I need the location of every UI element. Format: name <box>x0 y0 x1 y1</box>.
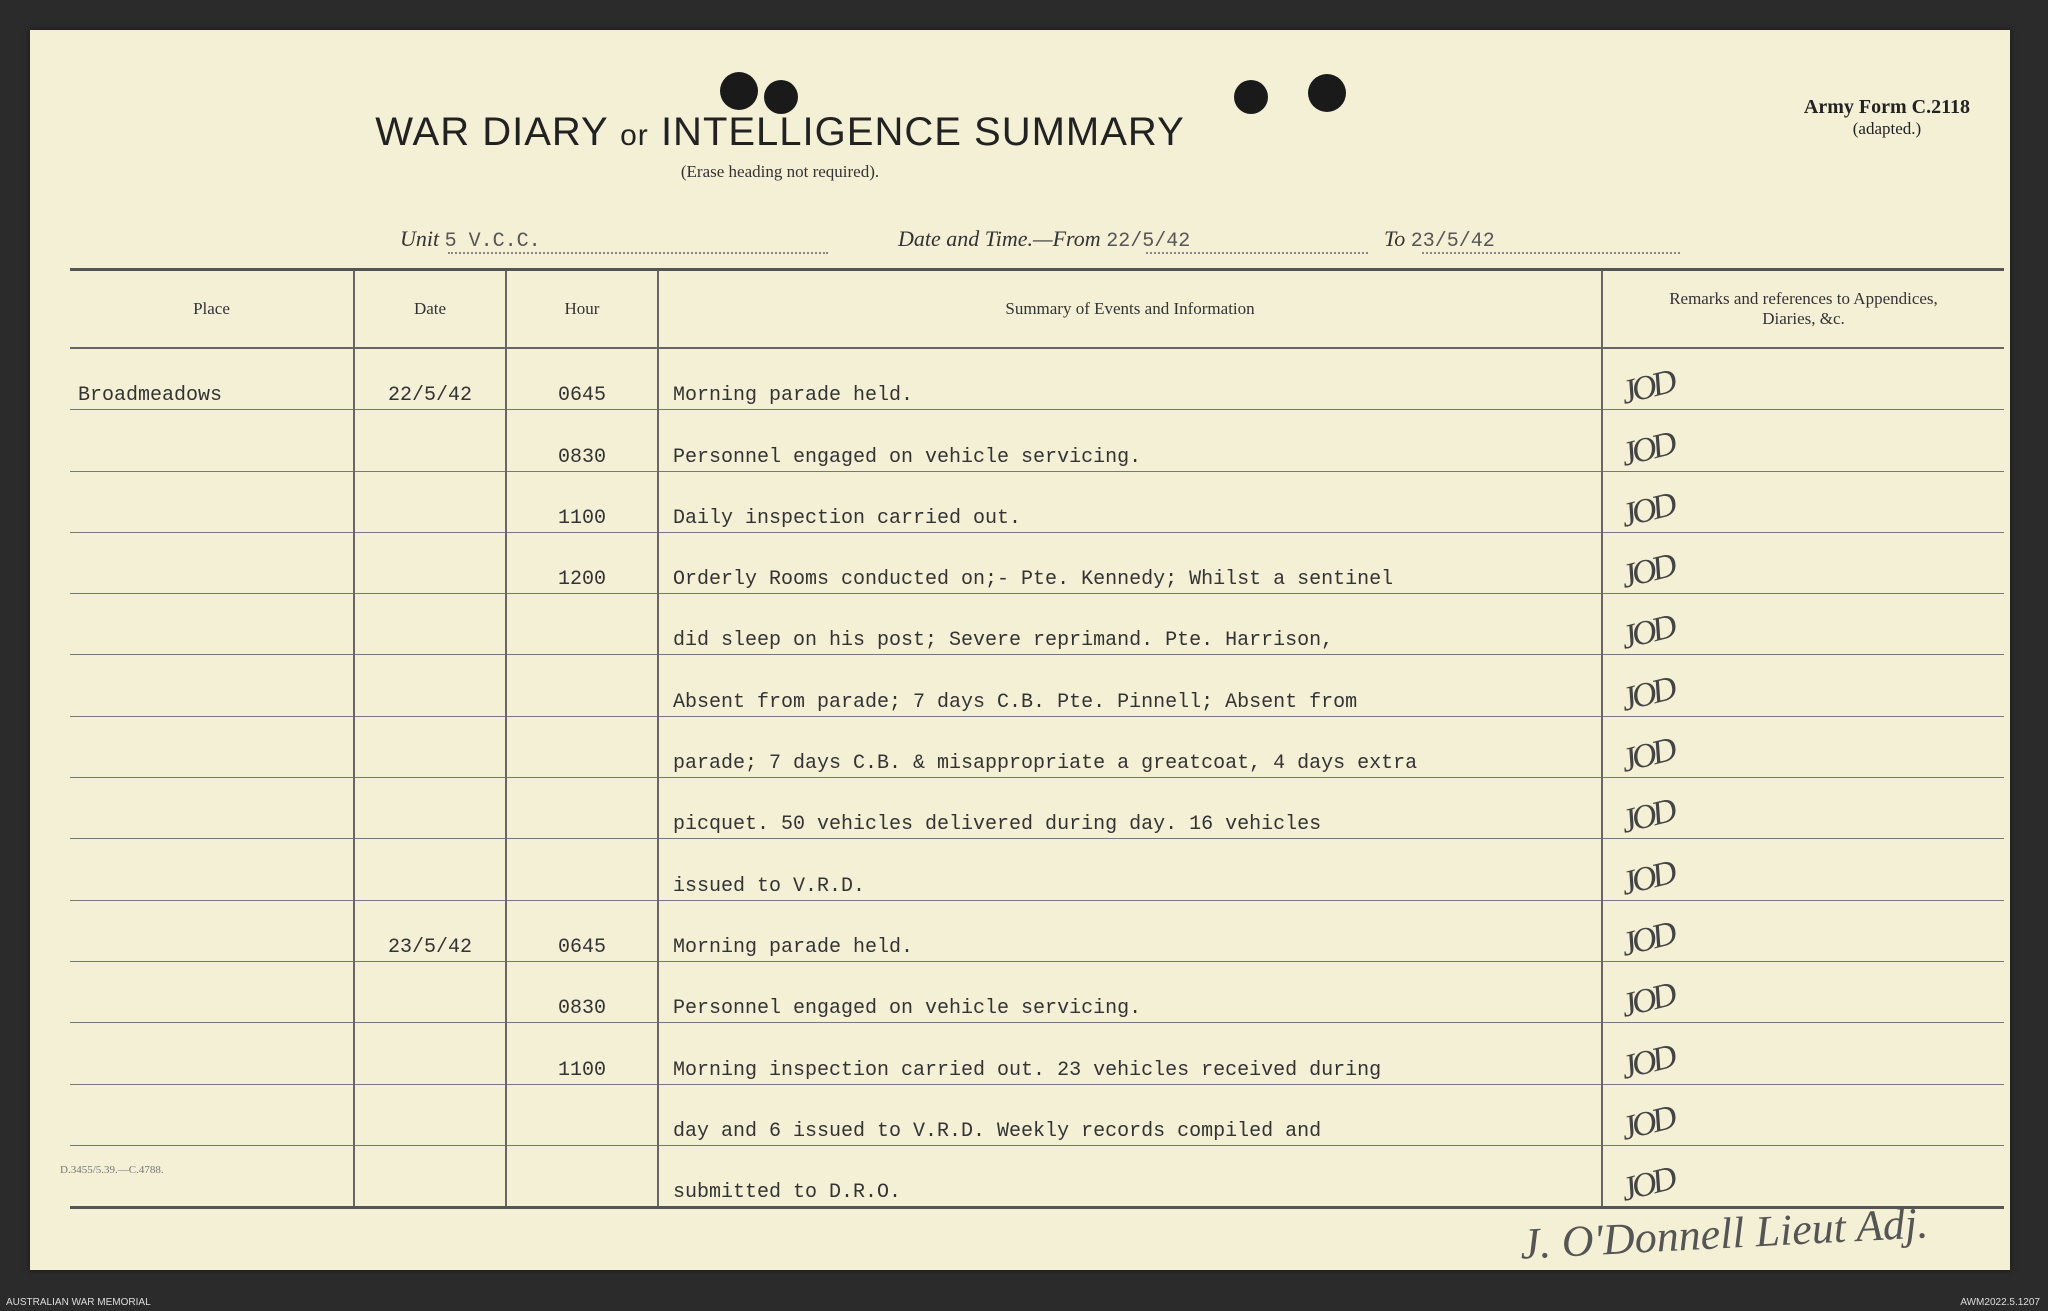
title-or: or <box>620 119 649 152</box>
handwritten-initials: JOD <box>1617 731 1677 780</box>
place-cell: Broadmeadows <box>70 348 354 410</box>
punch-hole <box>1234 80 1268 114</box>
date-cell <box>354 471 506 532</box>
handwritten-initials: JOD <box>1617 424 1677 474</box>
place-cell <box>70 655 354 716</box>
army-form-note: (adapted.) <box>1852 119 1922 138</box>
army-form-number: Army Form C.2118 <box>1803 96 1970 118</box>
date-time-field <box>898 226 1190 253</box>
header-summary: Summary of Events and Information <box>658 270 1602 349</box>
table-row <box>70 1145 2004 1207</box>
table-body <box>70 348 2004 1208</box>
place-cell <box>70 410 354 471</box>
hour-cell <box>506 778 658 839</box>
date-cell <box>354 1023 506 1084</box>
date-cell <box>354 716 506 777</box>
table-row <box>70 410 2004 471</box>
summary-cell: Morning parade held. <box>658 348 1602 410</box>
date-cell <box>354 410 506 471</box>
remarks-cell <box>1602 655 2004 719</box>
hour-cell: 1100 <box>506 1023 658 1084</box>
handwritten-initials: JOD <box>1617 1037 1677 1087</box>
handwritten-initials: JOD <box>1617 608 1677 658</box>
header-date: Date <box>354 270 506 349</box>
archive-name: AUSTRALIAN WAR MEMORIAL <box>6 1297 151 1308</box>
summary-cell: issued to V.R.D. <box>658 839 1602 900</box>
from-value: 22/5/42 <box>1106 230 1191 253</box>
table-header-row <box>70 270 2004 349</box>
handwritten-initials: JOD <box>1617 792 1677 842</box>
remarks-cell <box>1602 532 2004 596</box>
date-cell: 22/5/42 <box>354 348 506 410</box>
place-cell <box>70 839 354 900</box>
place-cell <box>70 471 354 532</box>
hour-cell: 1200 <box>506 532 658 593</box>
signature: J. O'Donnell Lieut Adj. <box>1518 1198 1930 1269</box>
hour-cell <box>506 839 658 900</box>
date-cell <box>354 1084 506 1145</box>
table-row <box>70 961 2004 1022</box>
remarks-cell <box>1602 1145 2004 1207</box>
handwritten-initials: JOD <box>1617 976 1677 1026</box>
header-remarks: Remarks and references to Appendices, Diaries, &c. <box>1602 270 2004 349</box>
diary-table <box>70 268 2004 1209</box>
place-cell <box>70 716 354 777</box>
hour-cell: 1100 <box>506 471 658 532</box>
handwritten-initials: JOD <box>1617 670 1677 719</box>
date-cell <box>354 655 506 716</box>
hour-cell <box>506 1145 658 1207</box>
summary-cell: submitted to D.R.O. <box>658 1145 1602 1207</box>
punch-hole <box>720 72 758 110</box>
title-main: WAR DIARY <box>375 110 608 154</box>
table-row <box>70 839 2004 900</box>
table-row <box>70 348 2004 410</box>
date-cell <box>354 839 506 900</box>
handwritten-initials: JOD <box>1617 547 1677 596</box>
place-cell <box>70 532 354 593</box>
remarks-cell <box>1602 961 2004 1026</box>
unit-value: 5 V.C.C. <box>444 230 541 253</box>
hour-cell: 0645 <box>506 900 658 961</box>
date-cell: 23/5/42 <box>354 900 506 961</box>
remarks-cell <box>1602 594 2004 658</box>
diary-page <box>30 30 2010 1270</box>
archive-reference: AWM2022.5.1207 <box>1960 1297 2040 1308</box>
remarks-cell <box>1602 348 2004 413</box>
summary-cell: Personnel engaged on vehicle servicing. <box>658 961 1602 1022</box>
remarks-cell <box>1602 716 2004 780</box>
handwritten-initials: JOD <box>1617 1160 1677 1209</box>
hour-cell: 0645 <box>506 348 658 410</box>
table-row <box>70 716 2004 777</box>
table-row <box>70 532 2004 593</box>
table-row <box>70 1084 2004 1145</box>
hour-cell <box>506 1084 658 1145</box>
to-value: 23/5/42 <box>1410 230 1495 253</box>
summary-cell: picquet. 50 vehicles delivered during day. 16 vehicles <box>658 778 1602 839</box>
date-cell <box>354 778 506 839</box>
summary-cell: Orderly Rooms conducted on;- Pte. Kennedy; Whilst a sentinel <box>658 532 1602 593</box>
summary-cell: Morning parade held. <box>658 900 1602 961</box>
summary-cell: Daily inspection carried out. <box>658 471 1602 532</box>
remarks-cell <box>1602 900 2004 964</box>
remarks-cell <box>1602 471 2004 535</box>
handwritten-initials: JOD <box>1617 1099 1677 1148</box>
handwritten-initials: JOD <box>1617 363 1677 413</box>
punch-hole <box>764 80 798 114</box>
summary-cell: Personnel engaged on vehicle servicing. <box>658 410 1602 471</box>
place-cell <box>70 1084 354 1145</box>
handwritten-initials: JOD <box>1617 853 1677 903</box>
place-cell <box>70 900 354 961</box>
punch-hole <box>1308 74 1346 112</box>
hour-cell <box>506 594 658 655</box>
place-cell <box>70 961 354 1022</box>
to-label: To <box>1384 226 1406 251</box>
place-cell <box>70 1023 354 1084</box>
remarks-cell <box>1602 839 2004 903</box>
header-hour: Hour <box>506 270 658 349</box>
hour-cell <box>506 716 658 777</box>
unit-label: Unit <box>400 226 440 251</box>
hour-cell: 0830 <box>506 961 658 1022</box>
date-cell <box>354 961 506 1022</box>
form-print-code: D.3455/5.39.—C.4788. <box>60 1164 164 1176</box>
table-row <box>70 594 2004 655</box>
date-cell <box>354 594 506 655</box>
table-row <box>70 471 2004 532</box>
hour-cell: 0830 <box>506 410 658 471</box>
hour-cell <box>506 655 658 716</box>
table-row <box>70 778 2004 839</box>
summary-cell: Morning inspection carried out. 23 vehicles received during <box>658 1023 1602 1084</box>
document-title <box>30 110 1530 155</box>
summary-cell: parade; 7 days C.B. & misappropriate a greatcoat, 4 days extra <box>658 716 1602 777</box>
remarks-cell <box>1602 1084 2004 1148</box>
remarks-cell <box>1602 410 2004 474</box>
summary-cell: Absent from parade; 7 days C.B. Pte. Pinnell; Absent from <box>658 655 1602 716</box>
place-cell <box>70 1145 354 1207</box>
handwritten-initials: JOD <box>1617 915 1677 964</box>
archive-strip <box>0 1296 2048 1311</box>
title-second: INTELLIGENCE SUMMARY <box>660 110 1185 154</box>
date-time-label: Date and Time.—From <box>898 226 1101 251</box>
summary-cell: day and 6 issued to V.R.D. Weekly records compiled and <box>658 1084 1602 1145</box>
unit-field <box>400 226 541 253</box>
remarks-cell <box>1602 1023 2004 1087</box>
header-place: Place <box>70 270 354 349</box>
place-cell <box>70 594 354 655</box>
remarks-cell <box>1602 778 2004 842</box>
army-form-label <box>1804 96 1970 140</box>
place-cell <box>70 778 354 839</box>
date-cell <box>354 1145 506 1207</box>
to-field <box>1384 226 1495 253</box>
document-subtitle: (Erase heading not required). <box>680 162 880 181</box>
handwritten-initials: JOD <box>1617 486 1677 535</box>
table-row <box>70 655 2004 716</box>
table-row <box>70 900 2004 961</box>
summary-cell: did sleep on his post; Severe reprimand. Pte. Harrison, <box>658 594 1602 655</box>
table-row <box>70 1023 2004 1084</box>
date-cell <box>354 532 506 593</box>
